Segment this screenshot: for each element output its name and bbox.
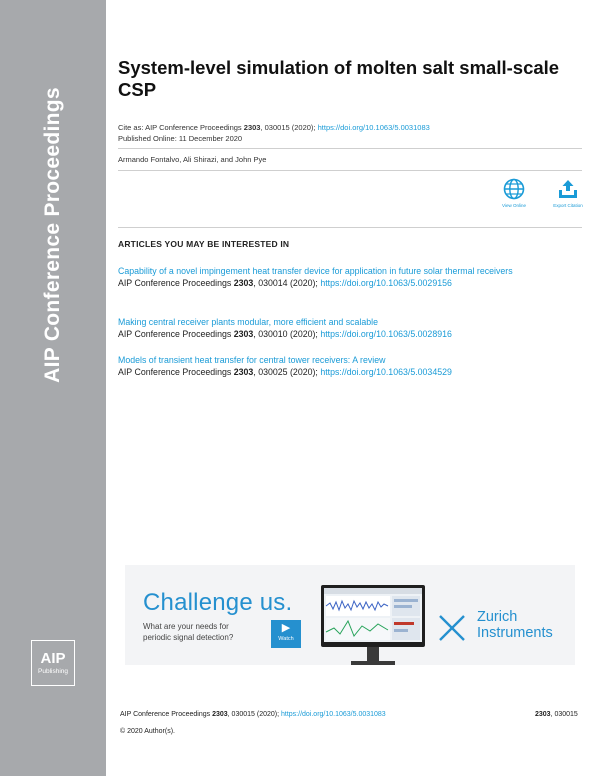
related-article-citation: [118, 277, 582, 289]
footer-citation: [120, 711, 386, 718]
citation-volume: 2303: [233, 329, 254, 339]
paper-doi-link[interactable]: https://doi.org/10.1063/5.0031083: [317, 123, 430, 132]
export-citation-label: Export Citation: [553, 203, 583, 208]
export-citation-button[interactable]: [543, 178, 593, 208]
related-article-doi-link[interactable]: https://doi.org/10.1063/5.0029156: [320, 278, 452, 288]
copyright: © 2020 Author(s).: [120, 728, 175, 735]
journal-sidebar: [0, 0, 106, 776]
logo-text-publishing: Publishing: [38, 667, 68, 675]
footer-right-number: , 030015: [550, 711, 578, 718]
divider: [118, 227, 582, 228]
brand-line-1: Zurich: [477, 609, 518, 625]
related-article-title-link[interactable]: Capability of a novel impingement heat transfer device for application in future solar thermal receivers: [118, 266, 513, 276]
footer-cite-prefix: AIP Conference Proceedings: [120, 711, 213, 718]
monitor-screen: [324, 588, 422, 642]
watch-label: Watch: [278, 636, 294, 642]
citation-volume: 2303: [233, 278, 254, 288]
cite-suffix: , 030015 (2020);: [260, 123, 318, 132]
citation-prefix: AIP Conference Proceedings: [118, 278, 234, 288]
related-article-doi-link[interactable]: https://doi.org/10.1063/5.0028916: [320, 329, 452, 339]
aip-publishing-logo[interactable]: [31, 640, 75, 686]
signal-plot-graphic: [324, 588, 422, 642]
watch-button[interactable]: [271, 620, 301, 648]
divider: [118, 148, 582, 149]
footer-cite-suffix: , 030015 (2020);: [227, 711, 281, 718]
brand-line-2: Instruments: [477, 625, 553, 641]
divider: [118, 170, 582, 171]
logo-text-aip: AIP: [40, 649, 66, 667]
zurich-instruments-logo-icon: [437, 613, 467, 648]
cite-prefix: Cite as: AIP Conference Proceedings: [118, 123, 244, 132]
monitor-base: [351, 661, 395, 665]
view-online-button[interactable]: [489, 178, 539, 208]
related-article-doi-link[interactable]: https://doi.org/10.1063/5.0034529: [320, 367, 452, 377]
citation-volume: 2303: [233, 367, 254, 377]
globe-icon: [503, 178, 525, 200]
related-article: [118, 265, 582, 289]
paper-title: System-level simulation of molten salt small-scale CSP: [118, 57, 560, 100]
related-article: [118, 354, 582, 378]
journal-title: AIP Conference Proceedings: [41, 87, 64, 383]
citation-suffix: , 030010 (2020);: [253, 329, 321, 339]
related-article-citation: [118, 328, 582, 340]
related-article: [118, 316, 582, 340]
published-date: Published Online: 11 December 2020: [118, 134, 243, 143]
footer-doi-link[interactable]: https://doi.org/10.1063/5.0031083: [281, 711, 386, 718]
footer-cite-volume: 2303: [212, 711, 228, 718]
citation-suffix: , 030025 (2020);: [253, 367, 321, 377]
monitor-image: [321, 585, 425, 647]
related-article-title-link[interactable]: Making central receiver plants modular, more efficient and scalable: [118, 317, 378, 327]
cite-as-line: [118, 123, 430, 133]
ad-subline-1: What are your needs for: [143, 622, 229, 631]
footer-right-volume: 2303: [535, 711, 551, 718]
authors: Armando Fontalvo, Ali Shirazi, and John Pye: [118, 155, 267, 164]
play-icon: ▶: [281, 622, 291, 634]
related-articles-heading: ARTICLES YOU MAY BE INTERESTED IN: [118, 239, 290, 249]
related-article-title-link[interactable]: Models of transient heat transfer for central tower receivers: A review: [118, 355, 386, 365]
citation-suffix: , 030014 (2020);: [253, 278, 321, 288]
view-online-label: View Online: [502, 203, 526, 208]
export-icon: [557, 178, 579, 200]
citation-prefix: AIP Conference Proceedings: [118, 329, 234, 339]
ad-subline-2: periodic signal detection?: [143, 633, 234, 642]
related-article-citation: [118, 366, 582, 378]
advertisement-banner[interactable]: [125, 565, 575, 665]
footer-article-number: [535, 711, 578, 718]
zurich-instruments-wordmark: [477, 609, 553, 641]
ad-headline: Challenge us.: [143, 589, 293, 616]
citation-prefix: AIP Conference Proceedings: [118, 367, 234, 377]
ad-subline: [143, 621, 233, 643]
cite-volume: 2303: [243, 123, 261, 132]
